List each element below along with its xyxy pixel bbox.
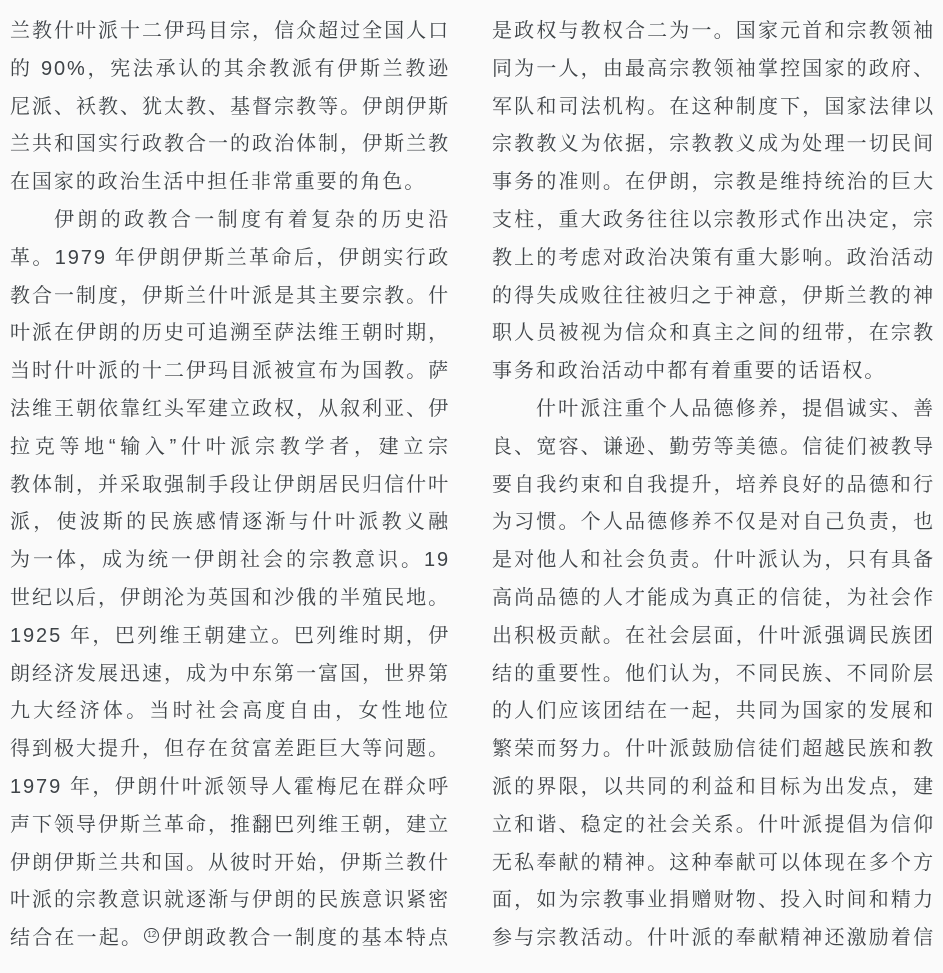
text-line: 繁荣而努力。什叶派鼓励信徒们超越民族和教 [492, 738, 935, 761]
text-line: 尼派、袄教、犹太教、基督宗教等。伊朗伊斯 [10, 95, 450, 118]
text-line: 1925 年，巴列维王朝建立。巴列维时期，伊 [10, 624, 450, 647]
text-line: 兰教什叶派十二伊玛目宗，信众超过全国人口 [10, 20, 450, 42]
text-line: 的 90%，宪法承认的其余教派有伊斯兰教逊 [10, 57, 450, 80]
text-line: 是对他人和社会负责。什叶派认为，只有具备 [492, 549, 935, 572]
text-line: 派的界限，以共同的利益和目标为出发点，建 [492, 775, 935, 798]
text-line: 得到极大提升，但存在贫富差距巨大等问题。 [10, 738, 450, 761]
text-line: 出积极贡献。在社会层面，什叶派强调民族团 [492, 624, 935, 647]
text-line: 参与宗教活动。什叶派的奉献精神还激励着信 [492, 927, 935, 950]
text-line: 声下领导伊斯兰革命，推翻巴列维王朝，建立 [10, 813, 450, 836]
text-line: 法维王朝依靠红头军建立政权，从叙利亚、伊 [10, 397, 450, 420]
text-line: 要自我约束和自我提升，培养良好的品德和行 [492, 473, 935, 496]
right-text-column [492, 13, 935, 973]
text-line: 什叶派注重个人品德修养，提倡诚实、善 [536, 397, 935, 420]
text-line: 的得失成败往往被归之于神意，伊斯兰教的神 [492, 284, 935, 307]
text-segment: 伊朗政教合一制度的基本特点 [161, 927, 450, 950]
text-line: 事务和政治活动中都有着重要的话语权。 [492, 360, 887, 383]
text-line [10, 920, 450, 958]
text-line: 教体制，并采取强制手段让伊朗居民归信什叶 [10, 473, 450, 496]
text-line: 为习惯。个人品德修养不仅是对自己负责，也 [492, 511, 935, 534]
text-line: 伊朗伊斯兰共和国。从彼时开始，伊斯兰教什 [10, 851, 450, 874]
text-line: 职人员被视为信众和真主之间的纽带，在宗教 [492, 322, 935, 345]
left-text-column [10, 13, 450, 973]
text-line: 的人们应该团结在一起，共同为国家的发展和 [492, 700, 935, 723]
text-line: 无私奉献的精神。这种奉献可以体现在多个方 [492, 851, 935, 874]
text-line: 结的重要性。他们认为，不同民族、不同阶层 [492, 662, 935, 685]
text-line: 是政权与教权合二为一。国家元首和宗教领袖 [492, 20, 935, 42]
text-line: 立和谐、稳定的社会关系。什叶派提倡为信仰 [492, 813, 935, 836]
footnote-marker: 12 [144, 928, 159, 943]
text-line: 当时什叶派的十二伊玛目派被宣布为国教。萨 [10, 360, 450, 383]
text-line: 伊朗的政教合一制度有着复杂的历史沿 [54, 208, 450, 231]
text-line: 叶派的宗教意识就逐渐与伊朗的民族意识紧密 [10, 889, 450, 912]
text-line: 同为一人，由最高宗教领袖掌控国家的政府、 [492, 57, 935, 80]
text-line: 宗教教义为依据，宗教教义成为处理一切民间 [492, 133, 935, 156]
text-line: 朗经济发展迅速，成为中东第一富国，世界第 [10, 662, 450, 685]
text-line: 1979 年，伊朗什叶派领导人霍梅尼在群众呼 [10, 775, 450, 798]
text-line: 在国家的政治生活中担任非常重要的角色。 [10, 171, 427, 194]
text-line: 军队和司法机构。在这种制度下，国家法律以 [492, 95, 935, 118]
text-line: 拉克等地“输入”什叶派宗教学者，建立宗 [10, 435, 450, 458]
text-line: 派，使波斯的民族感情逐渐与什叶派教义融 [10, 511, 450, 534]
text-line: 教上的考虑对政治决策有重大影响。政治活动 [492, 246, 935, 269]
text-line: 九大经济体。当时社会高度自由，女性地位 [10, 700, 450, 723]
text-line: 高尚品德的人才能成为真正的信徒，为社会作 [492, 586, 935, 609]
text-line: 教合一制度，伊斯兰什叶派是其主要宗教。什 [10, 284, 450, 307]
text-segment: 结合在一起。 [10, 927, 144, 950]
text-line: 为一体，成为统一伊朗社会的宗教意识。19 [10, 549, 450, 572]
text-line: 兰共和国实行政教合一的政治体制，伊斯兰教 [10, 133, 450, 156]
text-line: 事务的准则。在伊朗，宗教是维持统治的巨大 [492, 171, 935, 194]
text-line: 革。1979 年伊朗伊斯兰革命后，伊朗实行政 [10, 246, 450, 269]
text-line: 面，如为宗教事业捐赠财物、投入时间和精力 [492, 889, 935, 912]
text-line: 支柱，重大政务往往以宗教形式作出决定，宗 [492, 208, 935, 231]
text-line: 叶派在伊朗的历史可追溯至萨法维王朝时期， [10, 322, 450, 345]
text-line: 良、宽容、谦逊、勤劳等美德。信徒们被教导 [492, 435, 935, 458]
text-line: 世纪以后，伊朗沦为英国和沙俄的半殖民地。 [10, 586, 450, 609]
